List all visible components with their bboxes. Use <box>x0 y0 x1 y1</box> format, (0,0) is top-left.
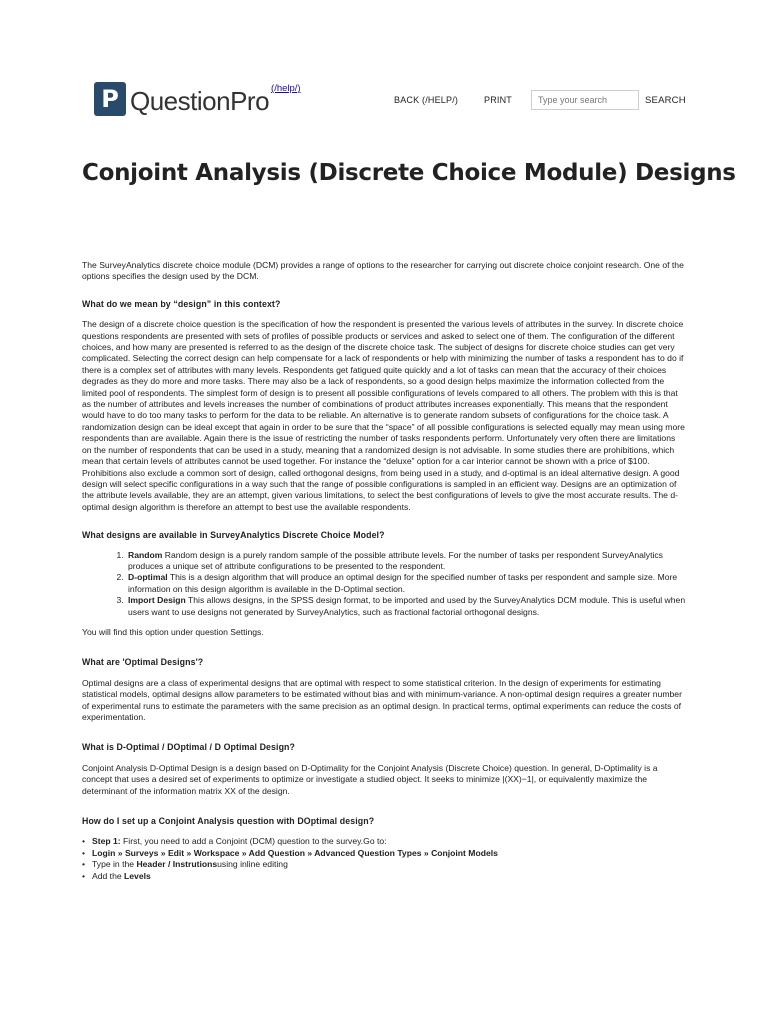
search-button[interactable]: SEARCH <box>645 95 686 106</box>
back-link[interactable]: BACK (/HELP/) <box>394 95 459 105</box>
questionpro-logo-icon: P <box>94 82 126 116</box>
page-title: Conjoint Analysis (Discrete Choice Module) Designs <box>82 160 736 186</box>
setup-steps-list <box>82 836 686 882</box>
optimal-designs-paragraph: Optimal designs are a class of experimental designs that are optimal with respect to some statistical criterion. In the design of experiments for estimating statistical models, optimal designs allow parameters to be estimated without bias and with minimum-variance. A non-optimal design requires a greater number of experimental runs to estimate the parameters with the same precision as an optimal design. In practical terms, optimal experiments can reduce the costs of experimentation. <box>82 677 682 722</box>
list-item: 2. D-optimal This is a design algorithm that will produce an optimal design for the specified number of tasks per respondent and sample size. More information on this design algorithm is available in the D-Optimal section. <box>126 572 686 595</box>
settings-note: You will find this option under question Settings. <box>82 626 264 637</box>
site-header <box>0 78 768 122</box>
logo-text: QuestionPro <box>130 86 270 116</box>
list-item: 3. Import Design This allows designs, in the SPSS design format, to be imported and used by the SurveyAnalytics DCM module. This is useful when users want to use designs not generated by SurveyAnalytics, such as fractional factorial orthogonal designs. <box>126 595 686 618</box>
list-item: • Step 1: First, you need to add a Conjoint (DCM) question to the survey.Go to: <box>82 836 686 847</box>
list-item: 1. Random Random design is a purely random sample of the possible attribute levels. For the number of tasks per respondent SurveyAnalytics produces a unique set of attribute configurations to be presented to the respondent. <box>126 550 686 573</box>
article-body <box>82 260 686 882</box>
design-paragraph: The design of a discrete choice question is the specification of how the respondent is presented the various levels of attributes in the survey. In discrete choice questions respondents are presented with sets of profiles of possible products or services and asked to select one of them. The configuration of the different choices, and how many are presented is referred to as the design of the discrete choice task. The subject of designs for discrete choice studies can get very complicated. Selecting the correct design can help compensate for a lack of respondents or help with minimizing the number of tasks a respondent has to do if there is a complex set of attributes with many levels. Respondents get fatigued quite quickly and a lot of tasks can mean that the accuracy of their choices degrades as they do more and more tasks. There may also be a lack of respondents, so a good design helps maximize the information collected from the limited pool of respondents. The simplest form of design is to present all possible configurations of levels compared to all others. The problem with this is that as the number of attributes and levels increases the number of combinations of product attributes increases exponentially. This means that the respondent would have to do too many tasks to perform for the data to be reliable. An alternative is to generate random subsets of configurations for the choice task. A randomization design can be ideal except that again in order to be sure that the “space” of all possible configurations is selected equally may mean using more respondents than are available. Again there is the issue of restricting the number of tasks respondents perform. Unfortunately very often there are limitations on the number of respondents that can be used in a study, meaning that a randomized design is not advisable. In some studies there are prohibitions, which mean that certain levels of attributes cannot be used together. For instance the “deluxe” option for a car interior cannot be shown with a price of $100. Prohibitions also exclude a common sort of design, called orthogonal designs, from being used in a study, and d-optimal is an ideal alternative design. A good design will select specific configurations in a way such that the range of possible configurations is sampled in an efficient way. Designs are an optimization of the attribute levels available, they are an attempt, given various limitations, to select the best configurations of levels to give the most accurate results. The d-optimal design algorithm is therefore an attempt to best use the available respondents. <box>82 319 685 512</box>
section-heading-available-designs: What designs are available in SurveyAnalytics Discrete Choice Model? <box>82 530 385 541</box>
intro-paragraph: The SurveyAnalytics discrete choice module (DCM) provides a range of options to the researcher for carrying out discrete choice conjoint research. One of the options specifies the design used by the DCM. <box>82 260 684 282</box>
list-item: • Type in the Header / Instrutionsusing inline editing <box>82 859 686 870</box>
section-heading-design: What do we mean by “design” in this context? <box>82 298 281 309</box>
d-optimal-paragraph: Conjoint Analysis D-Optimal Design is a design based on D-Optimality for the Conjoint Analysis (Discrete Choice) question. In general, D-Optimality is a concept that uses a desired set of experiments to optimize or investigate a studied object. It seeks to minimize |(XX)−1|, or equivalently maximize the determinant of the information matrix XX of the design. <box>82 762 658 796</box>
list-item: • Add the Levels <box>82 871 686 882</box>
section-heading-optimal-designs: What are 'Optimal Designs'? <box>82 657 204 668</box>
list-item: • Login » Surveys » Edit » Workspace » Add Question » Advanced Question Types » Conjoint Models <box>82 848 686 859</box>
search-input[interactable] <box>531 90 639 110</box>
help-home-link[interactable]: (/help/) <box>271 83 301 94</box>
section-heading-d-optimal: What is D-Optimal / DOptimal / D Optimal Design? <box>82 742 296 753</box>
section-heading-setup: How do I set up a Conjoint Analysis question with DOptimal design? <box>82 816 375 827</box>
print-link[interactable]: PRINT <box>484 95 512 105</box>
designs-list <box>82 550 686 618</box>
questionpro-logo[interactable] <box>94 82 301 116</box>
